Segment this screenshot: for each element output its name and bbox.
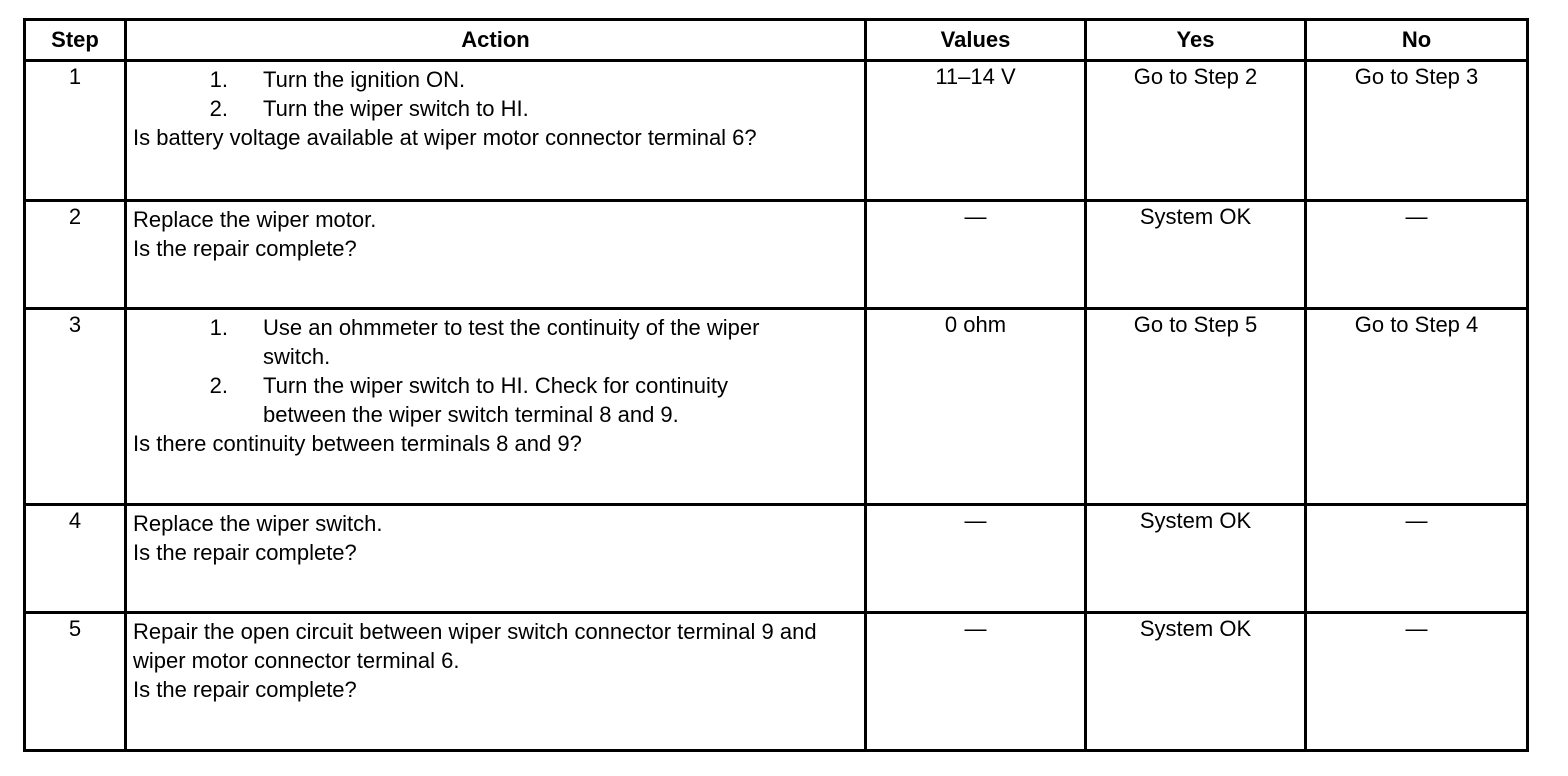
action-question: Is the repair complete? — [133, 540, 357, 565]
action-steps-list — [133, 65, 860, 123]
header-values: Values — [866, 20, 1086, 61]
no-cell — [1306, 61, 1528, 201]
value-cell: 0 ohm — [866, 309, 1086, 505]
action-instruction: Replace the wiper motor. — [133, 207, 377, 232]
yes-cell — [1086, 309, 1306, 505]
list-item-number: 1. — [209, 315, 228, 340]
table-row-step-1 — [25, 61, 1528, 201]
action-question: Is the repair complete? — [133, 236, 357, 261]
table-row-step-2 — [25, 201, 1528, 309]
list-item — [133, 94, 860, 123]
list-item-text: Use an ohmmeter to test the continuity of the wiper switch. — [263, 315, 760, 369]
list-item-number: 2. — [209, 373, 228, 398]
yes-cell — [1086, 201, 1306, 309]
action-question: Is the repair complete? — [133, 677, 357, 702]
no-cell — [1306, 505, 1528, 613]
action-instruction: Replace the wiper switch. — [133, 511, 383, 536]
value-cell: — — [866, 201, 1086, 309]
value-cell: — — [866, 505, 1086, 613]
list-item — [133, 65, 860, 94]
table-row-step-3 — [25, 309, 1528, 505]
header-step: Step — [25, 20, 126, 61]
list-item-text: Turn the ignition ON. — [263, 67, 466, 92]
table-row-step-5 — [25, 613, 1528, 751]
table-row-step-4 — [25, 505, 1528, 613]
yes-result: Go to Step 2 — [1133, 64, 1258, 89]
diagnostic-table — [23, 18, 1529, 752]
yes-cell — [1086, 61, 1306, 201]
value-cell: — — [866, 613, 1086, 751]
header-row — [25, 20, 1528, 61]
action-cell — [126, 309, 866, 505]
no-cell — [1306, 613, 1528, 751]
no-result: Go to Step 4 — [1354, 312, 1479, 337]
yes-cell — [1086, 505, 1306, 613]
header-yes: Yes — [1086, 20, 1306, 61]
no-cell — [1306, 309, 1528, 505]
action-question: Is battery voltage available at wiper motor connector terminal 6? — [133, 125, 757, 150]
no-cell — [1306, 201, 1528, 309]
step-number: 1 — [25, 61, 126, 201]
value-cell: 11–14 V — [866, 61, 1086, 201]
yes-result: Go to Step 5 — [1133, 312, 1258, 337]
step-number: 3 — [25, 309, 126, 505]
action-question: Is there continuity between terminals 8 and 9? — [133, 431, 582, 456]
step-number: 5 — [25, 613, 126, 751]
list-item-number: 1. — [209, 67, 228, 92]
list-item — [133, 313, 860, 371]
list-item — [133, 371, 860, 429]
no-result: — — [1405, 508, 1428, 533]
list-item-text: Turn the wiper switch to HI. — [263, 96, 529, 121]
yes-result: System OK — [1139, 204, 1252, 229]
list-item-number: 2. — [209, 96, 228, 121]
no-result: — — [1405, 616, 1428, 641]
action-instruction: Repair the open circuit between wiper switch connector terminal 9 and wiper motor connector terminal 6. — [133, 619, 817, 673]
step-number: 4 — [25, 505, 126, 613]
header-action: Action — [126, 20, 866, 61]
header-no: No — [1306, 20, 1528, 61]
action-cell — [126, 613, 866, 751]
action-cell — [126, 505, 866, 613]
no-result: — — [1405, 204, 1428, 229]
yes-cell — [1086, 613, 1306, 751]
list-item-text: Turn the wiper switch to HI. Check for continuity between the wiper switch terminal 8 and 9. — [263, 373, 729, 427]
action-steps-list — [133, 313, 860, 429]
step-number: 2 — [25, 201, 126, 309]
yes-result: System OK — [1139, 616, 1252, 641]
action-cell — [126, 201, 866, 309]
yes-result: System OK — [1139, 508, 1252, 533]
no-result: Go to Step 3 — [1354, 64, 1479, 89]
action-cell — [126, 61, 866, 201]
